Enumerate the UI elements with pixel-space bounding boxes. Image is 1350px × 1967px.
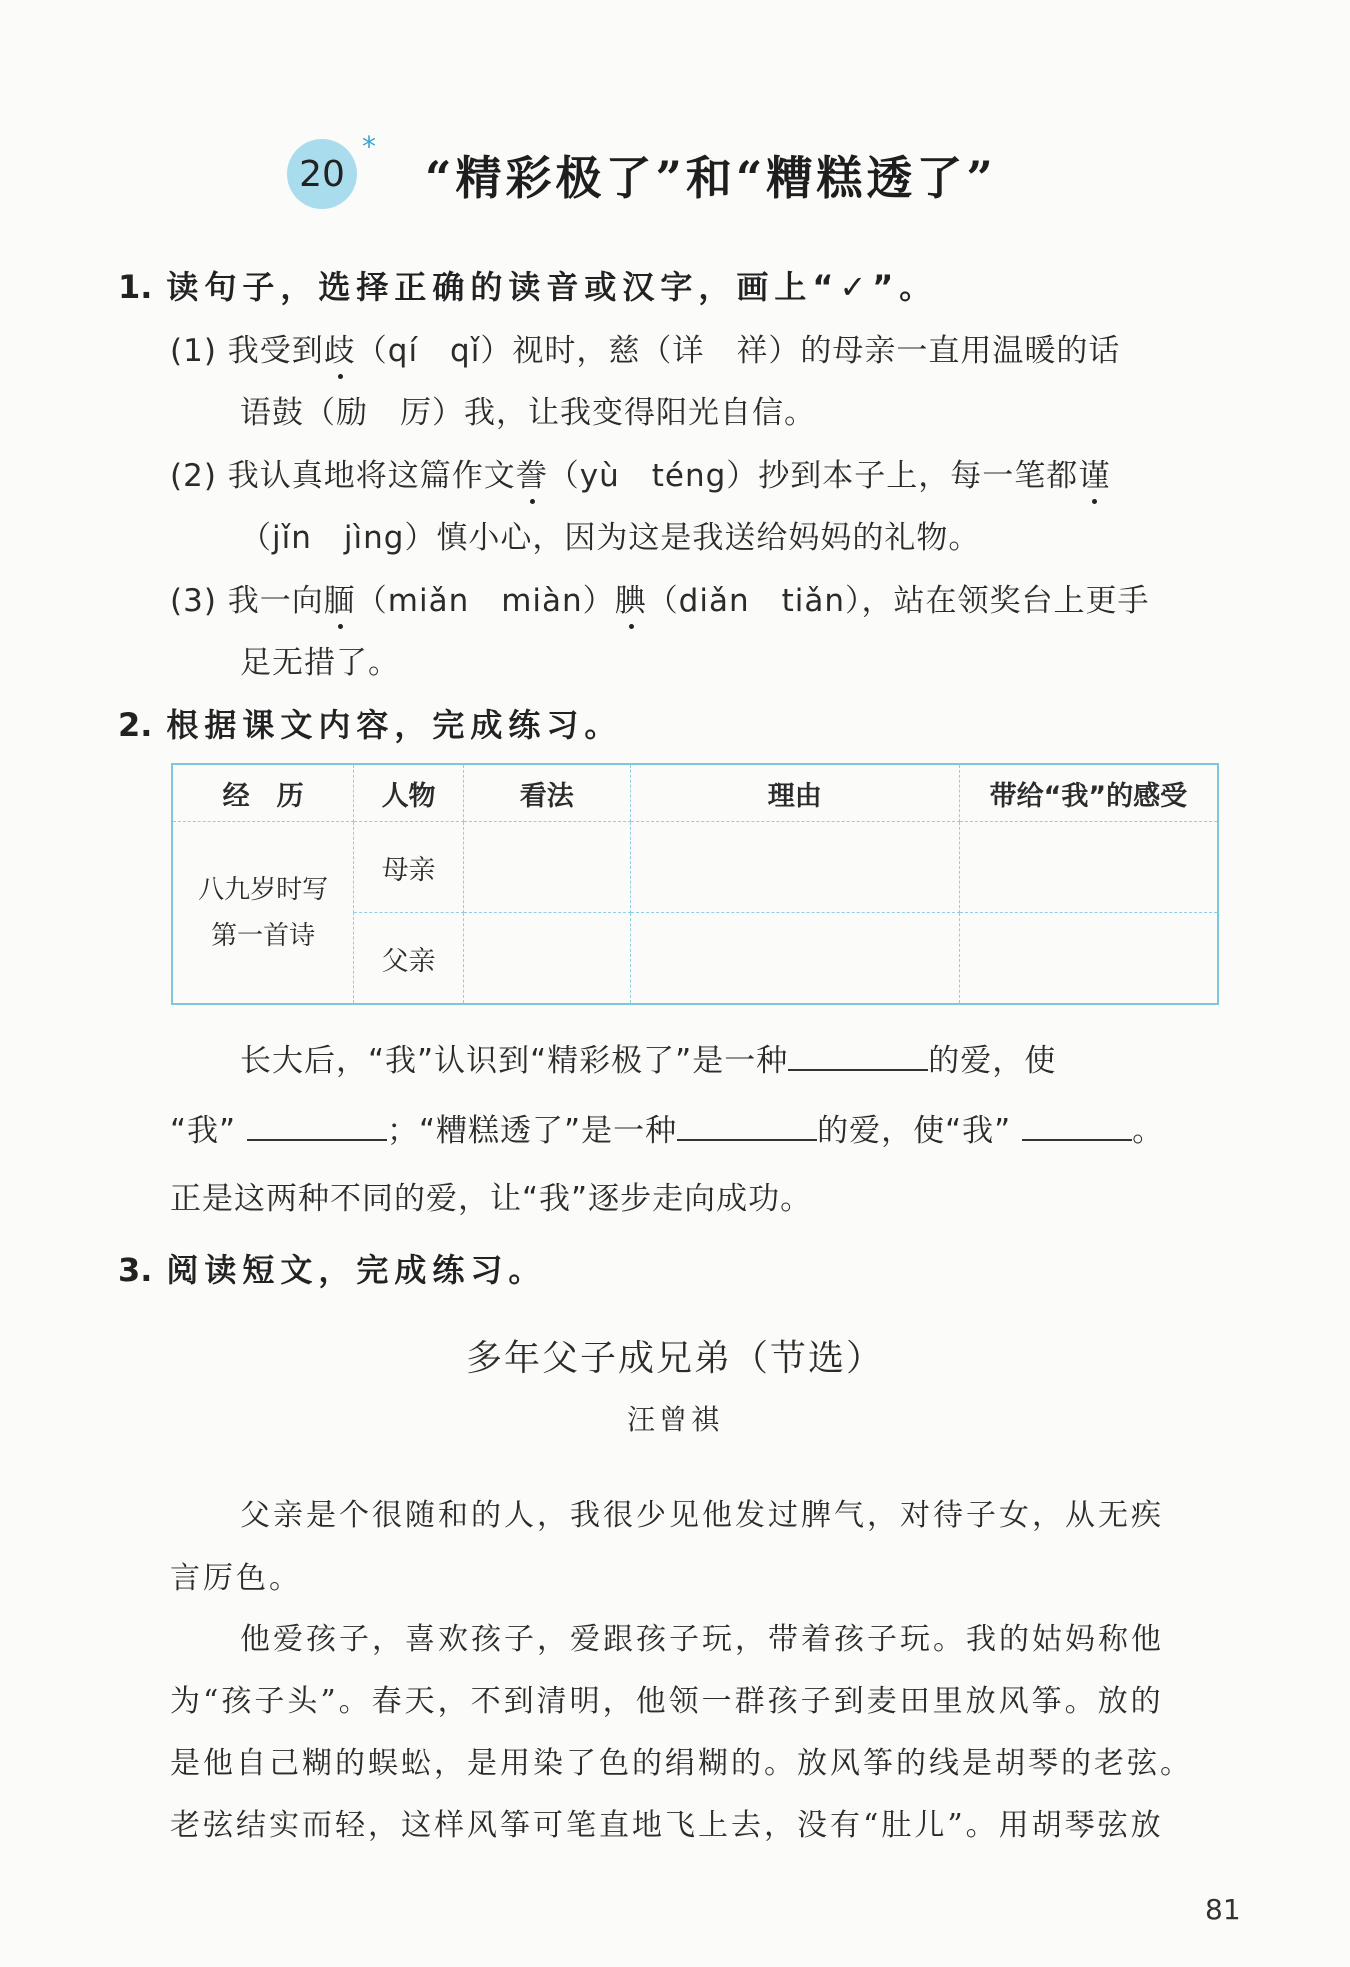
answer-cell-father-feeling[interactable]: [959, 913, 1218, 1005]
q1-s3-text: （miǎn miàn）: [355, 583, 615, 619]
fill-blank-2[interactable]: [247, 1115, 387, 1141]
header-reason: 理由: [630, 764, 959, 822]
fill-blank-3[interactable]: [677, 1115, 817, 1141]
q1-s3-dotted-char: 腼: [323, 583, 356, 619]
passage-author: 汪曾祺: [626, 1403, 723, 1436]
person-mother: 母亲: [354, 822, 464, 913]
page-number: 81: [1205, 1893, 1241, 1926]
q2-fill-text-b: 的爱，使: [928, 1043, 1057, 1079]
q1-s1-dotted-char: 歧: [323, 333, 356, 369]
header-experience: 经 历: [172, 764, 354, 822]
q1-s3-prefix: (3) 我一向: [170, 583, 324, 619]
experience-line-1: 八九岁时写: [198, 874, 329, 905]
header-opinion: 看法: [463, 764, 630, 822]
passage-title: 多年父子成兄弟（节选）: [465, 1338, 884, 1379]
q1-sentence-3: [170, 575, 1150, 620]
q1-sentence-2-line2: （jǐn jìng）慎小心，因为这是我送给妈妈的礼物。: [240, 520, 981, 556]
q2-fill-line-1: [240, 1035, 1056, 1080]
q2-fill-text-a: 长大后，“我”认识到“精彩极了”是一种: [240, 1043, 789, 1079]
table-header-row: [172, 764, 1218, 822]
answer-cell-father-reason[interactable]: [630, 913, 959, 1005]
header-feeling: 带给“我”的感受: [959, 764, 1218, 822]
q1-s2-dotted-char-2: 谨: [1078, 458, 1111, 494]
answer-cell-mother-opinion[interactable]: [463, 822, 630, 913]
lesson-star-icon: *: [362, 130, 376, 163]
q2-fill-text-f: 。: [1132, 1113, 1165, 1149]
q2-fill-text-e: 的爱，使“我”: [817, 1113, 1012, 1149]
q2-fill-line-2: [170, 1105, 1164, 1150]
experience-line-2: 第一首诗: [211, 920, 316, 951]
q2-number: 2.: [118, 706, 153, 744]
fill-blank-4[interactable]: [1022, 1115, 1132, 1141]
lesson-number: 20: [299, 153, 345, 195]
fill-blank-1[interactable]: [788, 1045, 928, 1071]
q1-s3-text-end: （diǎn tiǎn），站在领奖台上更手: [646, 583, 1150, 619]
passage-line: 言厉色。: [170, 1561, 302, 1596]
q1-s2-prefix: (2) 我认真地将这篇作文: [170, 458, 516, 494]
q1-heading: [118, 262, 937, 308]
q2-fill-text-c: “我”: [170, 1113, 237, 1149]
passage-line: 他爱孩子，喜欢孩子，爱跟孩子玩，带着孩子玩。我的姑妈称他: [240, 1622, 1164, 1657]
experience-cell: [172, 822, 354, 1005]
passage-line: 父亲是个很随和的人，我很少见他发过脾气，对待子女，从无疾: [240, 1498, 1164, 1533]
answer-cell-mother-reason[interactable]: [630, 822, 959, 913]
q2-table: [171, 763, 1219, 1005]
q1-s3-dotted-char-2: 腆: [614, 583, 647, 619]
passage-line: 老弦结实而轻，这样风筝可笔直地飞上去，没有“肚儿”。用胡琴弦放: [170, 1808, 1164, 1843]
answer-cell-father-opinion[interactable]: [463, 913, 630, 1005]
q1-sentence-3-line2: 足无措了。: [240, 645, 400, 681]
q2-heading-text: 根据课文内容，完成练习。: [166, 706, 623, 744]
q2-fill-line-3: 正是这两种不同的爱，让“我”逐步走向成功。: [170, 1181, 813, 1217]
passage-line: 为“孩子头”。春天，不到清明，他领一群孩子到麦田里放风筝。放的: [170, 1684, 1164, 1719]
q2-fill-text-d: ；“糟糕透了”是一种: [386, 1113, 678, 1149]
q2-heading: [118, 700, 622, 746]
q1-heading-text: 读句子，选择正确的读音或汉字，画上“✓”。: [166, 268, 938, 306]
q1-s1-text: （qí qǐ）视时，慈（详 祥）的母亲一直用温暖的话: [355, 333, 1121, 369]
person-father: 父亲: [354, 913, 464, 1005]
q1-sentence-2: [170, 450, 1110, 495]
q1-s2-text: （yù téng）抄到本子上，每一笔都: [547, 458, 1079, 494]
q1-sentence-1-line2: 语鼓（励 厉）我，让我变得阳光自信。: [240, 395, 816, 431]
q1-s1-prefix: (1) 我受到: [170, 333, 324, 369]
lesson-title: “精彩极了”和“糟糕透了”: [425, 151, 997, 205]
q1-sentence-1: [170, 325, 1120, 370]
lesson-number-badge: [287, 139, 357, 209]
header-person: 人物: [354, 764, 464, 822]
q3-heading: [118, 1245, 546, 1291]
q3-heading-text: 阅读短文，完成练习。: [166, 1251, 547, 1289]
q1-number: 1.: [118, 268, 153, 306]
answer-cell-mother-feeling[interactable]: [959, 822, 1218, 913]
table-row: [172, 822, 1218, 913]
q1-s2-dotted-char: 誊: [515, 458, 548, 494]
q3-number: 3.: [118, 1251, 153, 1289]
passage-line: 是他自己糊的蜈蚣，是用染了色的绢糊的。放风筝的线是胡琴的老弦。: [170, 1746, 1193, 1781]
